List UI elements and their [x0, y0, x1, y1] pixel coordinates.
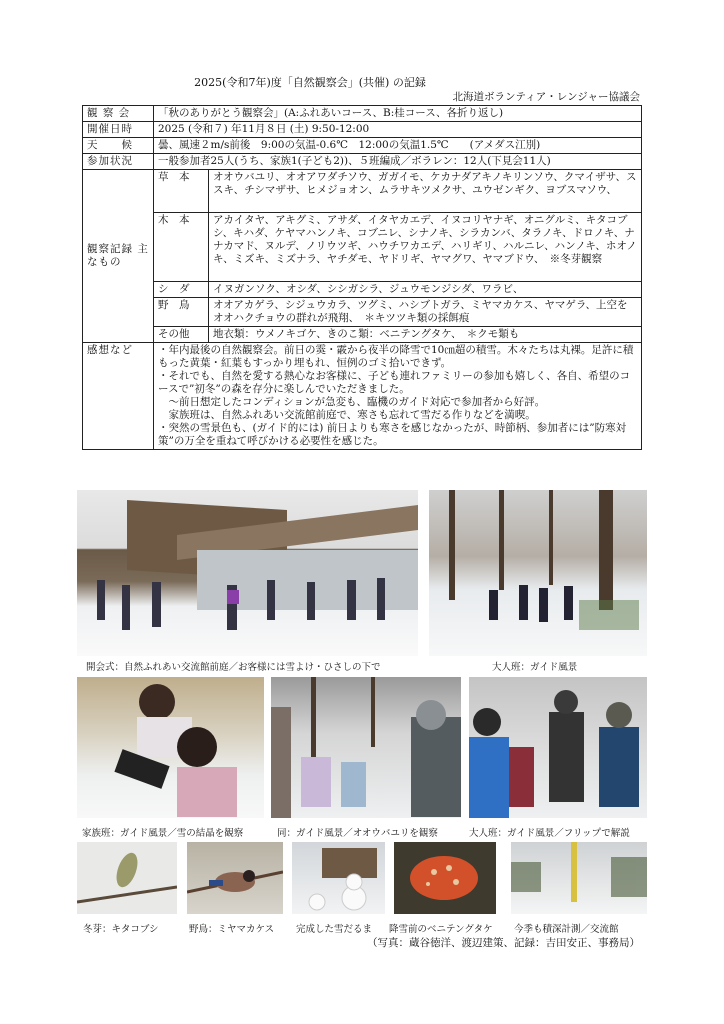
photo-opening-ceremony: [77, 490, 418, 656]
row-value-participants: 一般参加者25人(うち、家族1(子ども2))、５班編成／ボラレン：12人(下見会11人): [154, 154, 642, 170]
organization-name: 北海道ボランティア・レンジャー協議会: [452, 91, 640, 103]
table-row: [83, 298, 642, 327]
family-illustration: [77, 677, 264, 818]
table-row: [83, 154, 642, 170]
sub-label-ferns: シ ダ: [154, 282, 209, 298]
sub-label-birds: 野 鳥: [154, 298, 209, 327]
row-value-impressions: [154, 343, 642, 450]
sub-value-ferns: イヌガンソク、オシダ、シシガシラ、ジュウモンジシダ、ワラビ、: [209, 282, 642, 298]
row-label-event: 観 察 会: [83, 106, 154, 122]
table-row: [83, 343, 642, 450]
row-label-date: 開催日時: [83, 122, 154, 138]
bird-illustration: [187, 842, 283, 914]
caption-amanita: 降雪前のベニテングタケ: [389, 924, 493, 935]
impression-line: 家族班は、自然ふれあい交流館前庭で、寒さも忘れて雪だる作りなどを満喫。: [158, 409, 536, 421]
photo-credit: （写真：蔵谷徳洋、渡辺建策、記録：吉田安正、事務局）: [367, 937, 640, 949]
snow-depth-illustration: [511, 842, 647, 914]
row-label-participants: 参加状況: [83, 154, 154, 170]
sub-value-other: 地衣類：ウメノキゴケ、きのこ類：ベニテングタケ、 ＊クモ類も: [209, 327, 642, 343]
impression-line: 〜前日想定したコンディションが急変も、臨機のガイド対応で参加者から好評。: [158, 396, 546, 408]
impression-line: ・それでも、自然を愛する熱心なお客様に、子ども連れファミリーの参加も嬉しく、各自、希望のコースで”初冬”の森を存分に楽しんでいただきました。: [158, 370, 631, 395]
table-row: [83, 170, 642, 213]
row-value-weather: 曇、風速２m/s前後 9:00の気温-0.6℃ 12:00の気温1.5℃ (アメダス江別): [154, 138, 642, 154]
forest-illustration: [429, 490, 647, 656]
caption-jay: 野鳥：ミヤマカケス: [189, 924, 275, 935]
row-label-weather: 天 候: [83, 138, 154, 154]
table-row: [83, 122, 642, 138]
sub-label-herbs: 草 本: [154, 170, 209, 213]
table-row: [83, 213, 642, 282]
sub-value-trees: アカイタヤ、アキグミ、アサダ、イタヤカエデ、イヌコリヤナギ、オニグルミ、キタコブシ、キハダ、ケヤマハンノキ、コブニレ、シナノキ、シラカンバ、タラノキ、ドロノキ、ナナカマド、ヌルデ、ノリウツギ、ハウチワカエデ、ハリギリ、ハルニレ、ハンノキ、ホオノキ、ミズキ、ミズナラ、ヤチダモ、ヤドリギ、ヤマグワ、ヤマブドウ、 ※冬芽観察: [209, 213, 642, 282]
photo-adult-flip-guide: [469, 677, 647, 818]
table-row: [83, 327, 642, 343]
caption-snowman: 完成した雪だるま: [296, 924, 373, 935]
table-row: [83, 106, 642, 122]
impression-line: ・突然の雪景色も、(ガイド的には) 前日よりも寒さを感じなかったが、時節柄、参加者には”防寒対策”の万全を重ねて呼びかける必要性を感じた。: [158, 422, 627, 447]
sub-label-other: その他: [154, 327, 209, 343]
document-title: 2025(令和7年)度「自然観察会」(共催) の記録: [194, 76, 426, 89]
record-table: [82, 105, 642, 450]
sub-value-birds: オオアカゲラ、シジュウカラ、ツグミ、ハシブトガラ、ミヤマカケス、ヤマゲラ、上空をオオハクチョウの群れが飛翔、 ＊キツツキ類の採餌痕: [209, 298, 642, 327]
caption-snow-depth: 今季も積深計測／交流館: [514, 924, 619, 935]
row-value-date: 2025 (令和７) 年11月８日 (土) 9:50-12:00: [154, 122, 642, 138]
bud-illustration: [77, 842, 177, 914]
photo-winter-bud: [77, 842, 177, 914]
sub-value-herbs: オオウバユリ、オオアワダチソウ、ガガイモ、ケカナダアキノキリンソウ、クマイザサ、ススキ、チシマザサ、ヒメジョオン、ムラサキツメクサ、ユウゼンギク、ヨブスマソウ、: [209, 170, 642, 213]
children-illustration: [271, 677, 461, 818]
photo-adult-group-guide: [429, 490, 647, 656]
photo-family-oubayuri: [271, 677, 461, 818]
caption-adult-group: 大人班：ガイド風景: [492, 662, 578, 673]
caption-flip-guide: 大人班：ガイド風景／フリップで解説: [469, 828, 630, 839]
snowman-illustration: [292, 842, 385, 914]
sub-label-trees: 木 本: [154, 213, 209, 282]
adult-group-illustration: [469, 677, 647, 818]
caption-opening-ceremony: 開会式：自然ふれあい交流館前庭／お客様には雪よけ・ひさしの下で: [86, 662, 381, 673]
caption-family-group: 家族班：ガイド風景／雪の結晶を観察: [82, 828, 244, 839]
caption-winter-bud: 冬芽：キタコブシ: [83, 924, 159, 935]
row-value-event: 「秋のありがとう観察会」(A:ふれあいコース、B:桂コース、各折り返し): [154, 106, 642, 122]
photo-jay-bird: [187, 842, 283, 914]
table-row: [83, 282, 642, 298]
row-label-records: 観察記録 主なもの: [83, 170, 154, 343]
photo-amanita: [394, 842, 496, 914]
table-row: [83, 138, 642, 154]
mushroom-illustration: [394, 842, 496, 914]
photo-snow-depth: [511, 842, 647, 914]
caption-oubayuri: 同：ガイド風景／オオウバユリを観察: [277, 828, 438, 839]
building-illustration: [77, 490, 418, 656]
row-label-impressions: 感想など: [83, 343, 154, 450]
photo-snowman: [292, 842, 385, 914]
photo-family-snow-crystal: [77, 677, 264, 818]
impression-line: ・年内最後の自然観察会。前日の霙・霰から夜半の降雪で10㎝超の積雪。木々たちは丸裸。足許に積もった黄葉・紅葉もすっかり埋もれ、恒例のゴミ拾いできず。: [158, 344, 634, 369]
